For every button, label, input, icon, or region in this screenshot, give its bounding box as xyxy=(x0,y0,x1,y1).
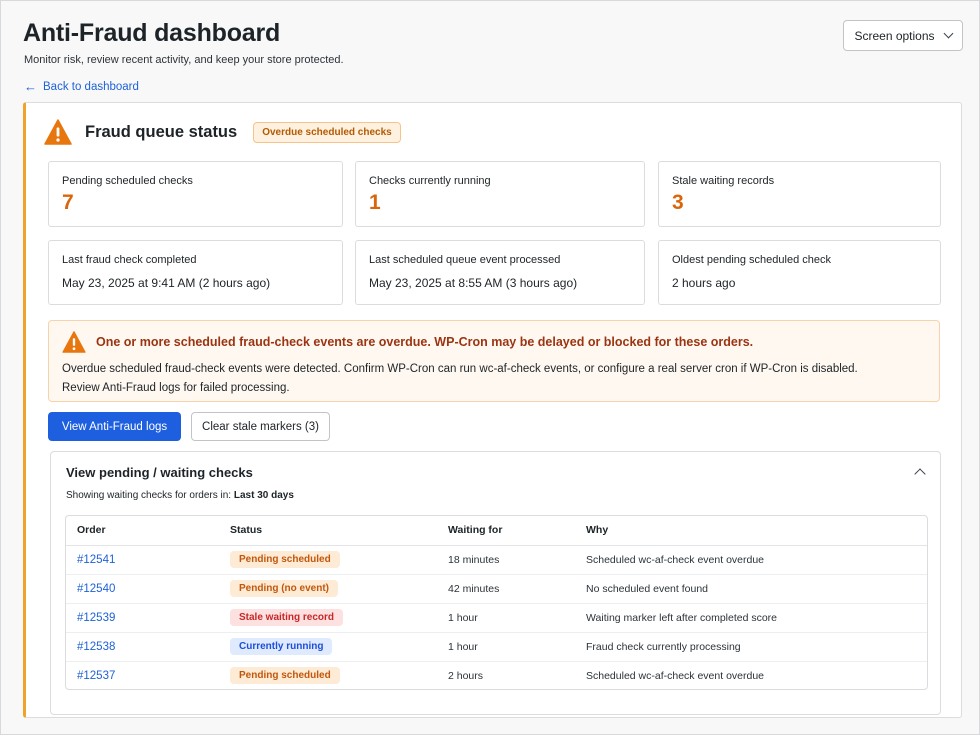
stat-value: 2 hours ago xyxy=(672,276,736,290)
panel-subtitle xyxy=(66,490,294,501)
alert-header xyxy=(62,331,926,353)
table-row xyxy=(66,603,927,632)
why-cell: Waiting marker left after completed score xyxy=(575,603,927,632)
view-logs-button[interactable]: View Anti-Fraud logs xyxy=(48,412,181,441)
status-badge: Stale waiting record xyxy=(230,609,343,626)
stat-value: 1 xyxy=(369,191,381,214)
status-badge: Pending scheduled xyxy=(230,551,340,568)
alert-body xyxy=(62,360,926,398)
stat-label: Checks currently running xyxy=(369,175,491,187)
stat-label: Last scheduled queue event processed xyxy=(369,254,561,266)
card-header xyxy=(44,119,401,145)
waiting-cell: 2 hours xyxy=(448,669,484,682)
waiting-cell: 18 minutes xyxy=(437,545,575,574)
stat-label: Last fraud check completed xyxy=(62,254,197,266)
status-badge: Pending scheduled xyxy=(230,667,340,684)
stat-label: Pending scheduled checks xyxy=(62,175,193,187)
column-header: Status xyxy=(219,516,437,545)
why-cell: No scheduled event found xyxy=(575,574,927,603)
status-badge: Overdue scheduled checks xyxy=(253,122,401,143)
stat-last-completed xyxy=(48,240,343,305)
order-link[interactable]: #12539 xyxy=(77,611,116,624)
why-cell: Fraud check currently processing xyxy=(575,632,927,661)
pending-checks-panel xyxy=(50,451,941,715)
warning-icon xyxy=(62,331,86,353)
screen-options-label: Screen options xyxy=(854,28,935,43)
panel-sub-range: Last 30 days xyxy=(233,490,294,501)
warning-icon xyxy=(44,119,72,145)
stat-stale-waiting xyxy=(658,161,941,227)
waiting-cell: 1 hour xyxy=(437,632,575,661)
stat-label: Stale waiting records xyxy=(672,175,775,187)
order-link[interactable]: #12537 xyxy=(77,669,116,682)
panel-title[interactable]: View pending / waiting checks xyxy=(66,465,253,480)
overdue-alert xyxy=(48,320,940,402)
table-row xyxy=(66,545,927,574)
screen-options-button[interactable] xyxy=(843,20,963,51)
alert-line: Review Anti-Fraud logs for failed processing. xyxy=(62,382,290,394)
arrow-left-icon: ← xyxy=(24,79,37,94)
stat-value: 3 xyxy=(672,191,684,214)
page-subtitle: Monitor risk, review recent activity, and keep your store protected. xyxy=(24,54,344,66)
status-badge: Pending (no event) xyxy=(230,580,338,597)
alert-title: One or more scheduled fraud-check events are overdue. WP-Cron may be delayed or blocked for these orders. xyxy=(96,335,754,349)
chevron-up-icon[interactable] xyxy=(914,468,925,479)
table-row xyxy=(66,661,927,690)
stat-value: 7 xyxy=(62,191,74,214)
status-badge: Currently running xyxy=(230,638,332,655)
clear-stale-button[interactable]: Clear stale markers (3) xyxy=(191,412,330,441)
order-link[interactable]: #12541 xyxy=(77,553,116,566)
chevron-down-icon xyxy=(943,29,953,39)
card-title: Fraud queue status xyxy=(85,122,238,141)
column-header: Waiting for xyxy=(437,516,575,545)
stat-label: Oldest pending scheduled check xyxy=(672,254,831,266)
column-header: Why xyxy=(575,516,927,545)
table-row xyxy=(66,574,927,603)
order-link[interactable]: #12540 xyxy=(77,582,116,595)
order-link[interactable]: #12538 xyxy=(77,640,116,653)
why-cell: Scheduled wc-af-check event overdue xyxy=(575,545,927,574)
alert-line: Overdue scheduled fraud-check events were detected. Confirm WP-Cron can run wc-af-check events, or configure a real server cron if WP-Cron is disabled. xyxy=(62,363,858,375)
fraud-queue-card xyxy=(23,102,962,718)
stat-value: May 23, 2025 at 9:41 AM (2 hours ago) xyxy=(62,276,271,290)
back-to-dashboard-link[interactable] xyxy=(24,80,139,93)
waiting-cell: 1 hour xyxy=(437,603,575,632)
stat-oldest-pending xyxy=(658,240,941,305)
why-cell: Scheduled wc-af-check event overdue xyxy=(586,669,765,682)
back-link-label: Back to dashboard xyxy=(43,80,139,93)
stat-value: May 23, 2025 at 8:55 AM (3 hours ago) xyxy=(369,276,578,290)
panel-sub-prefix: Showing waiting checks for orders in: xyxy=(66,490,232,501)
stat-pending-scheduled xyxy=(48,161,343,227)
stat-currently-running xyxy=(355,161,645,227)
column-header: Order xyxy=(66,516,219,545)
stat-last-event xyxy=(355,240,645,305)
table-header-row xyxy=(66,516,927,545)
page-title: Anti-Fraud dashboard xyxy=(23,19,281,47)
table-row xyxy=(66,632,927,661)
pending-checks-table xyxy=(65,515,928,690)
waiting-cell: 42 minutes xyxy=(437,574,575,603)
